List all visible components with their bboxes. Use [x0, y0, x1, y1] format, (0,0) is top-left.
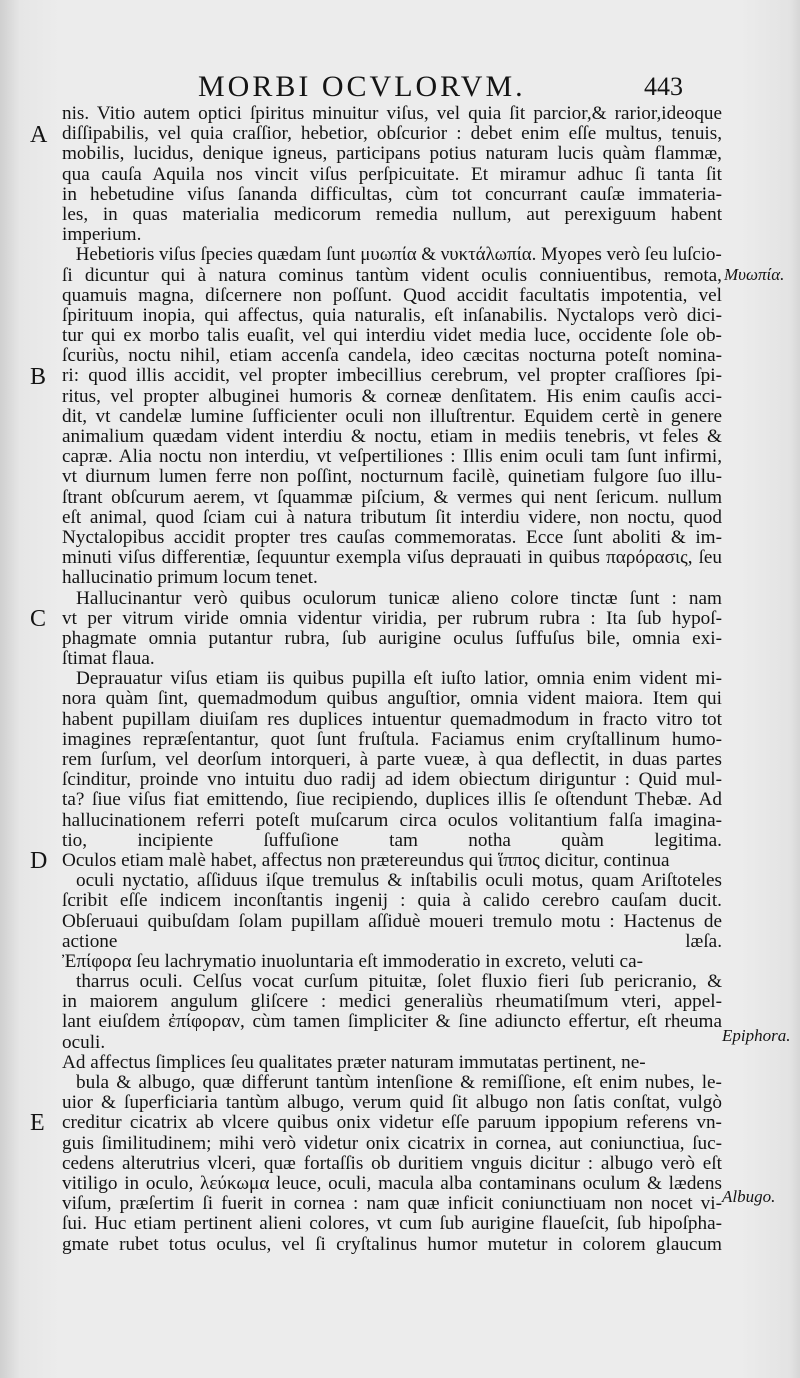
text-line: nora quàm ſint, quemadmodum quibus anguſtior, omnia vident maiora. Item qui — [62, 688, 722, 710]
text-line: oculi nyctatio, aſſiduus iſque tremulus & inſtabilis oculi motus, quam Ariſtoteles — [76, 870, 723, 892]
text-line: actione læſa. — [62, 930, 722, 952]
text-line: lant eiuſdem ἐπίφοραν, cùm tamen ſimpliciter & ſine adiuncto effertur, eſt rheuma — [62, 1011, 722, 1033]
text-line: ri: quod illis accidit, vel propter imbecillius cerebrum, vel propter craſſiores ſpi- — [62, 365, 722, 387]
text-line: qua cauſa Aquila nos vincit viſus perſpicuitate. Et miramur adhuc ſi tanta ſit — [62, 163, 722, 185]
text-line: gmate rubet totus oculus, vel ſi cryſtalinus humor mutetur in colorem glaucum — [62, 1233, 722, 1255]
margin-note-myopia: Μυωπία. — [724, 265, 785, 284]
text-line: habent pupillam diuiſam res duplices intuentur quemadmodum in fracto vitro tot — [62, 708, 722, 730]
text-line: capræ. Alia noctu non interdiu, vt veſpertiliones : Illis enim oculi tam ſunt infirmi, — [62, 446, 723, 468]
text-line: animalium quædam vident interdiu & noctu, etiam in mediis tenebris, vt feles & — [62, 426, 722, 447]
margin-letter-a: A — [30, 122, 48, 148]
text-line: Oculos etiam malè habet, affectus non prætereundus qui ἵππος dicitur, continua — [62, 849, 670, 871]
text-line: oculi. — [62, 1031, 106, 1053]
text-line: quamuis magna, diſcernere non poſſunt. Quod accidit facultatis impotentia, vel — [62, 284, 722, 306]
text-line: Obſeruaui quibuſdam ſolam pupillam aſſiduè moueri tremulo motu : Hactenus de — [62, 910, 722, 932]
text-line: les, in quas materialia medicorum remedia nullum, aut perexiguum habent — [62, 203, 723, 225]
text-line: ſi dicuntur qui à natura cominus tantùm vident oculis conniuentibus, remota, — [62, 264, 722, 286]
text-line: creditur cicatrix ab vlcere quibus onix videtur eſſe paruum ippopium referens vn- — [62, 1112, 722, 1134]
text-line: ſui. Huc etiam pertinent alieni colores, vt cum ſub aurigine flaueſcit, ſub hipoſpha- — [62, 1213, 722, 1235]
text-line: tur qui ex morbo talis euaſit, vel qui interdiu videt media luce, occidente ſole ob- — [62, 325, 722, 347]
text-line: vt diurnum lumen ferre non poſſint, nocturnum facilè, quinetiam fulgore ſuo illu- — [62, 466, 722, 488]
text-line: Ad affectus ſimplices ſeu qualitates præter naturam immutatas pertinent, ne- — [62, 1051, 646, 1073]
text-line: ſtrant obſcurum aerem, vt ſquammæ piſcium, & vermes qui nent ſericum. nullum — [62, 486, 723, 508]
text-line: bula & albugo, quæ differunt tantùm intenſione & remiſſione, eſt enim nubes, le- — [76, 1072, 722, 1093]
text-line: Hallucinantur verò quibus oculorum tunicæ alieno colore tinctæ ſunt : nam — [76, 587, 722, 609]
text-line: tharrus oculi. Celſus vocat curſum pituitæ, ſolet fluxio fieri ſub pericranio, & — [76, 971, 722, 993]
text-line: mobilis, lucidus, denique igneus, participans potius naturam lucis quàm flammæ, — [62, 143, 722, 165]
margin-letter-e: E — [30, 1110, 45, 1136]
text-line: tio, incipiente ſuffuſione tam notha quàm legitima. — [62, 829, 722, 851]
text-line: viſum, præſertim ſi fuerit in cornea : nam quæ inficit coniunctiuam non nocet vi- — [62, 1193, 722, 1215]
text-line: ta? ſiue viſus fiat emittendo, ſiue recipiendo, duplices illis ſe oſtendunt Thebæ. Ad — [62, 789, 722, 811]
margin-note-epiphora: Epiphora. — [722, 1026, 791, 1045]
text-line: eſt animal, quod ſciam cui à natura tributum ſit interdiu videre, non noctu, quod — [62, 506, 722, 528]
text-line: imagines repræſentantur, quot ſunt fruſtula. Faciamus enim cryſtallinum humo- — [62, 728, 723, 750]
text-line: Hebetioris viſus ſpecies quædam ſunt μυωπία & νυκτάλωπία. Myopes verò ſeu luſcio- — [75, 244, 722, 266]
text-line: minuti viſus differentiæ, ſequuntur exempla viſus deprauati in quibus παρόρασις, ſeu — [62, 547, 723, 569]
text-line: vt per vitrum viride omnia videntur viridia, per rubrum rubra : Ita ſub hypoſ- — [62, 607, 722, 629]
running-title: MORBI OCVLORVM. — [198, 70, 526, 103]
text-line: ſcribit eſſe indicem inconſtantis ingenij : quia à calido cerebro cauſam ducit. — [62, 890, 722, 912]
text-line: dit, vt candelæ lumine ſufficienter oculi non illuſtrentur. Equidem certè in genere — [62, 405, 723, 427]
text-line: hallucinationem referri poteſt muſcarum circa oculos volitantium falſa imagina- — [62, 809, 722, 831]
text-line: rem ſurſum, vel deorſum intorqueri, à parte vueæ, à qua deflectit, in duas partes — [62, 749, 722, 770]
text-line: Nyctalopibus accidit propter tres cauſas commemoratas. Ecce ſunt aboliti & im- — [62, 526, 723, 548]
text-line: ritus, vel propter albuginei humoris & corneæ denſitatem. His enim cauſis acci- — [62, 385, 723, 407]
page-number: 443 — [644, 72, 683, 101]
text-line: uior & ſuperficiaria tantùm albugo, verum quid ſit albugo non ſatis conſtat, vulgò — [62, 1092, 722, 1114]
margin-letter-b: B — [30, 364, 47, 390]
text-line: phagmate omnia putantur rubra, ſub aurigine oculus ſuffuſus bile, omnia exi- — [62, 627, 723, 649]
text-line: ſcuriùs, noctu nihil, etiam accenſa candela, ideo cæcitas nocturna poteſt nomina- — [62, 345, 722, 367]
text-line: ſtimat flaua. — [62, 648, 155, 670]
text-line: cedens alterutrius vlceri, quæ fortaſſis ob duritiem vnguis dicitur : albugo verò eſt — [62, 1152, 722, 1174]
text-line: imperium. — [62, 224, 142, 246]
text-line: diſſipabilis, vel quia craſſior, hebetior, obſcurior : debet enim eſſe multus, tenuis, — [62, 123, 723, 145]
text-line: Deprauatur viſus etiam iis quibus pupilla eſt iuſto latior, omnia enim vident mi- — [76, 668, 723, 690]
text-line: in maiorem angulum gliſcere : medici generaliùs rheumatiſmum vteri, appel- — [62, 991, 722, 1013]
margin-letter-c: C — [30, 606, 47, 632]
text-line: ſcinditur, proinde vno intuitu duo radij ad idem obiectum diriguntur : Quid mul- — [62, 769, 723, 791]
page-header — [60, 70, 700, 106]
text-line: in hebetudine viſus ſananda difficultas, cùm tot concurrant cauſæ immateria- — [62, 183, 722, 205]
text-line: hallucinatio primum locum tenet. — [62, 567, 318, 589]
text-line: ſpirituum inopia, qui affectus, quia naturalis, eſt inſanabilis. Nyctalops verò dici- — [62, 304, 722, 326]
body-text — [62, 104, 722, 1255]
margin-note-albugo: Albugo. — [722, 1187, 776, 1206]
text-line: nis. Vitio autem optici ſpiritus minuitur viſus, vel quia ſit parcior,& rarior,ideoque — [62, 103, 723, 124]
text-line: vitiligo in oculo, λεύκωμα leuce, oculi, macula alba contaminans oculum & lædens — [62, 1172, 722, 1194]
text-line: guis ſimilitudinem; mihi verò videtur onix cicatrix in cornea, aut coniunctiua, ſuc- — [62, 1132, 723, 1154]
text-line: Ἐπίφορα ſeu lachrymatio inuoluntaria eſt immoderatio in excreto, veluti ca- — [62, 950, 643, 972]
margin-letter-d: D — [30, 848, 48, 874]
